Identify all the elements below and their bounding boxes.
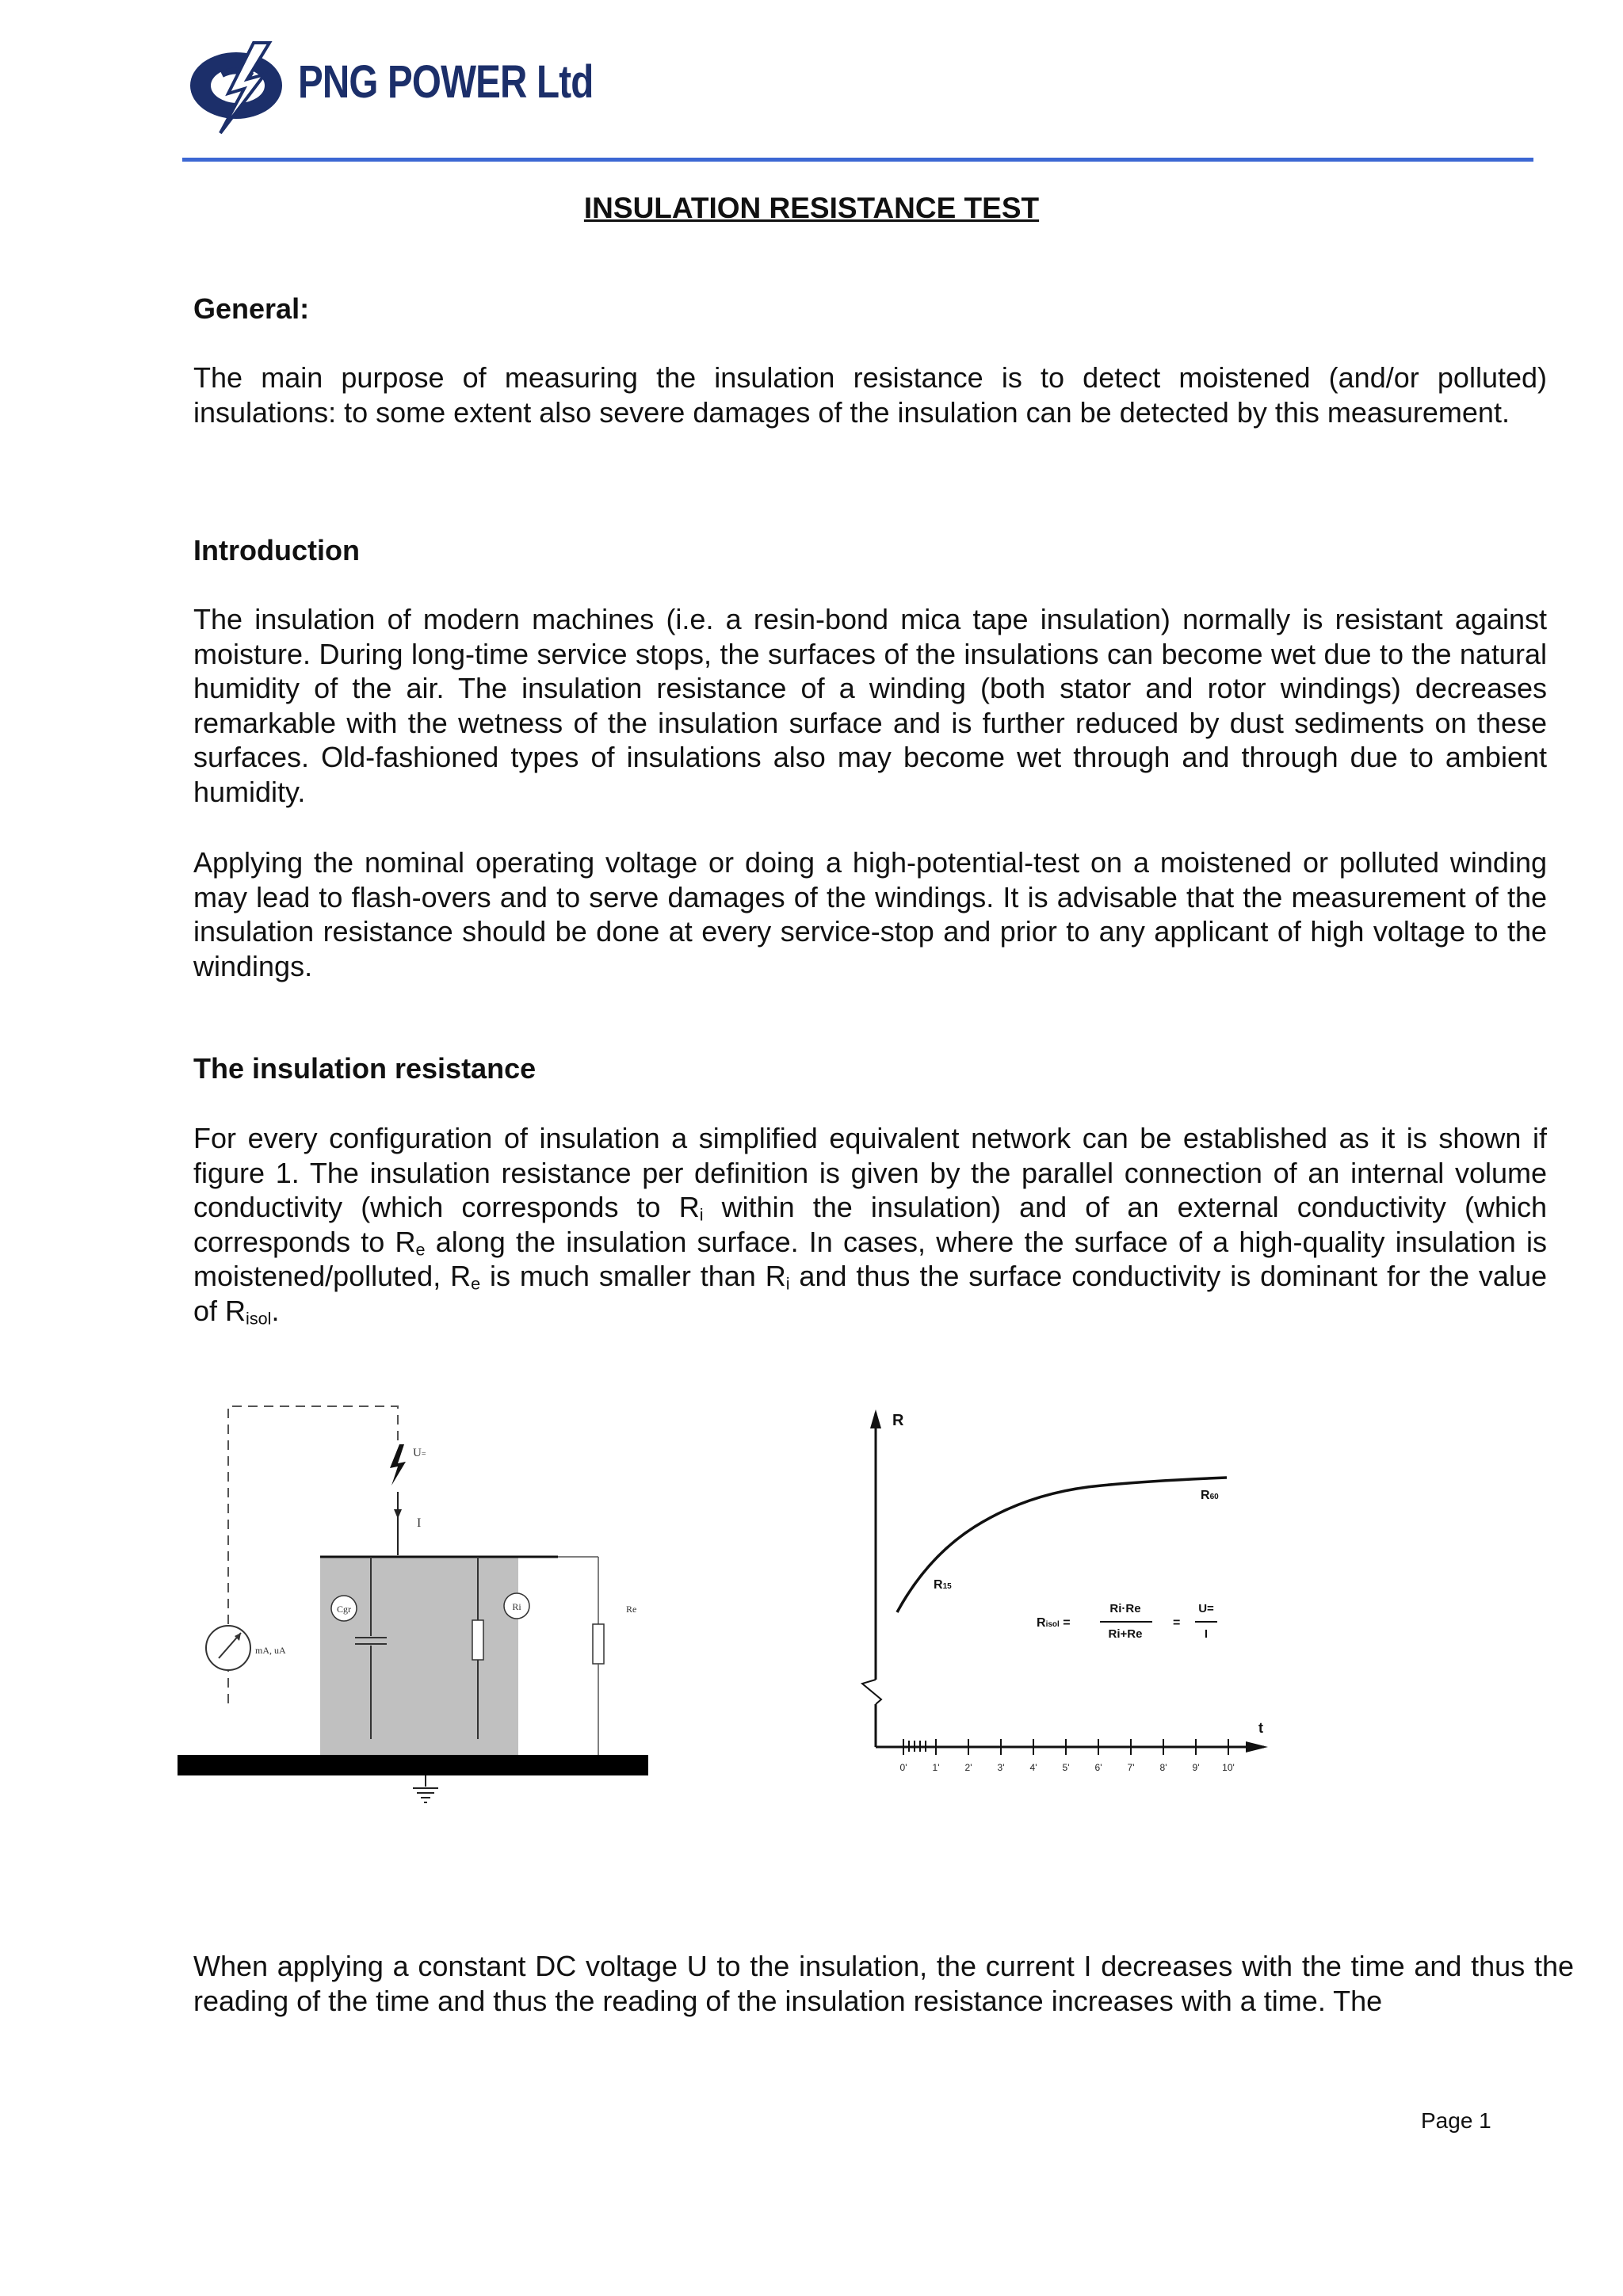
svg-text:=: = — [1173, 1616, 1181, 1630]
general-paragraph: The main purpose of measuring the insulation resistance is to detect moistened (and/or polluted) insulations: to some extent also severe damages of the insulation can be detected by this measurement. — [193, 361, 1547, 429]
svg-text:Risol =: Risol = — [1037, 1616, 1071, 1630]
ground-icon — [413, 1775, 438, 1802]
svg-text:Cgr: Cgr — [337, 1604, 351, 1615]
introduction-paragraph-2: Applying the nominal operating voltage or doing a high-potential-test on a moistened or polluted winding may lead to flash-overs and to serve damages of the windings. It is advisable that the measurement of the insulation resistance should be done at every service-stop and prior to any applicant of high voltage to the windings. — [193, 846, 1547, 982]
graph-tick-label: 4' — [1029, 1762, 1037, 1773]
insulation-resistance-heading: The insulation resistance — [193, 1052, 537, 1085]
svg-text:R: R — [892, 1412, 904, 1429]
svg-text:R60: R60 — [1201, 1489, 1219, 1502]
graph-tick-label: 7' — [1127, 1762, 1135, 1773]
graph-tick-label: 6' — [1094, 1762, 1102, 1773]
svg-text:t: t — [1258, 1720, 1263, 1736]
graph-tick-label: 0' — [899, 1762, 907, 1773]
equivalent-circuit-figure — [174, 1398, 650, 1830]
graph-tick-label: 8' — [1159, 1762, 1167, 1773]
resistance-time-graph — [840, 1398, 1292, 1798]
lightning-globe-icon — [181, 29, 300, 139]
page-number: Page 1 — [1421, 2108, 1491, 2133]
svg-text:I: I — [417, 1516, 422, 1530]
svg-text:U=: U= — [413, 1447, 426, 1459]
graph-tick-label: 1' — [932, 1762, 940, 1773]
company-logo — [181, 29, 593, 139]
company-name: PNG POWER Ltd — [298, 56, 594, 108]
svg-text:Ri·Re: Ri·Re — [1109, 1602, 1141, 1615]
header-rule — [182, 158, 1533, 162]
graph-tick-label: 3' — [997, 1762, 1005, 1773]
dc-voltage-paragraph: When applying a constant DC voltage U to the insulation, the current I decreases with the time and thus the reading of the time and thus the reading of the insulation resistance increases with a time. The — [193, 1950, 1574, 2017]
svg-text:R15: R15 — [934, 1578, 952, 1592]
lightning-icon — [390, 1444, 406, 1486]
svg-text:U=: U= — [1198, 1602, 1214, 1615]
svg-text:Ri: Ri — [512, 1601, 521, 1612]
svg-text:I: I — [1204, 1627, 1209, 1641]
svg-text:Ri+Re: Ri+Re — [1108, 1627, 1143, 1641]
graph-tick-label: 5' — [1062, 1762, 1070, 1773]
svg-text:Re: Re — [626, 1604, 637, 1615]
page-title: INSULATION RESISTANCE TEST — [583, 192, 1040, 224]
insulation-resistance-paragraph: For every configuration of insulation a simplified equivalent network can be established as it is shown if figure 1. The insulation resistance per definition is given by the parallel connection of an internal volume conductivity (which corresponds to $R_i$ within the insulation) and of an external conductivity (which corresponds to $R_e$ along the insulation surface. In cases, where the surface of a high-quality insulation is moistened/polluted, $R_e$ is much smaller than $R_i$ and thus the surface conductivity is dominant for the value of $R_{isol}$. — [193, 1122, 1547, 1329]
introduction-paragraph-1: The insulation of modern machines (i.e. a resin-bond mica tape insulation) normally is resistant against moisture. During long-time service stops, the surfaces of the insulations can become wet due to the natural humidity of the air. The insulation resistance of a winding (both stator and rotor windings) decreases remarkable with the wetness of the insulation surface and is further reduced by dust sediments on these surfaces. Old-fashioned types of insulations also may become wet through and through due to ambient humidity. — [193, 603, 1547, 808]
graph-tick-label: 2' — [964, 1762, 972, 1773]
graph-tick-label: 9' — [1192, 1762, 1200, 1773]
graph-tick-label: 10' — [1222, 1762, 1235, 1773]
introduction-heading: Introduction — [193, 534, 360, 566]
general-heading: General: — [193, 292, 310, 325]
svg-text:mA, uA: mA, uA — [255, 1645, 286, 1656]
